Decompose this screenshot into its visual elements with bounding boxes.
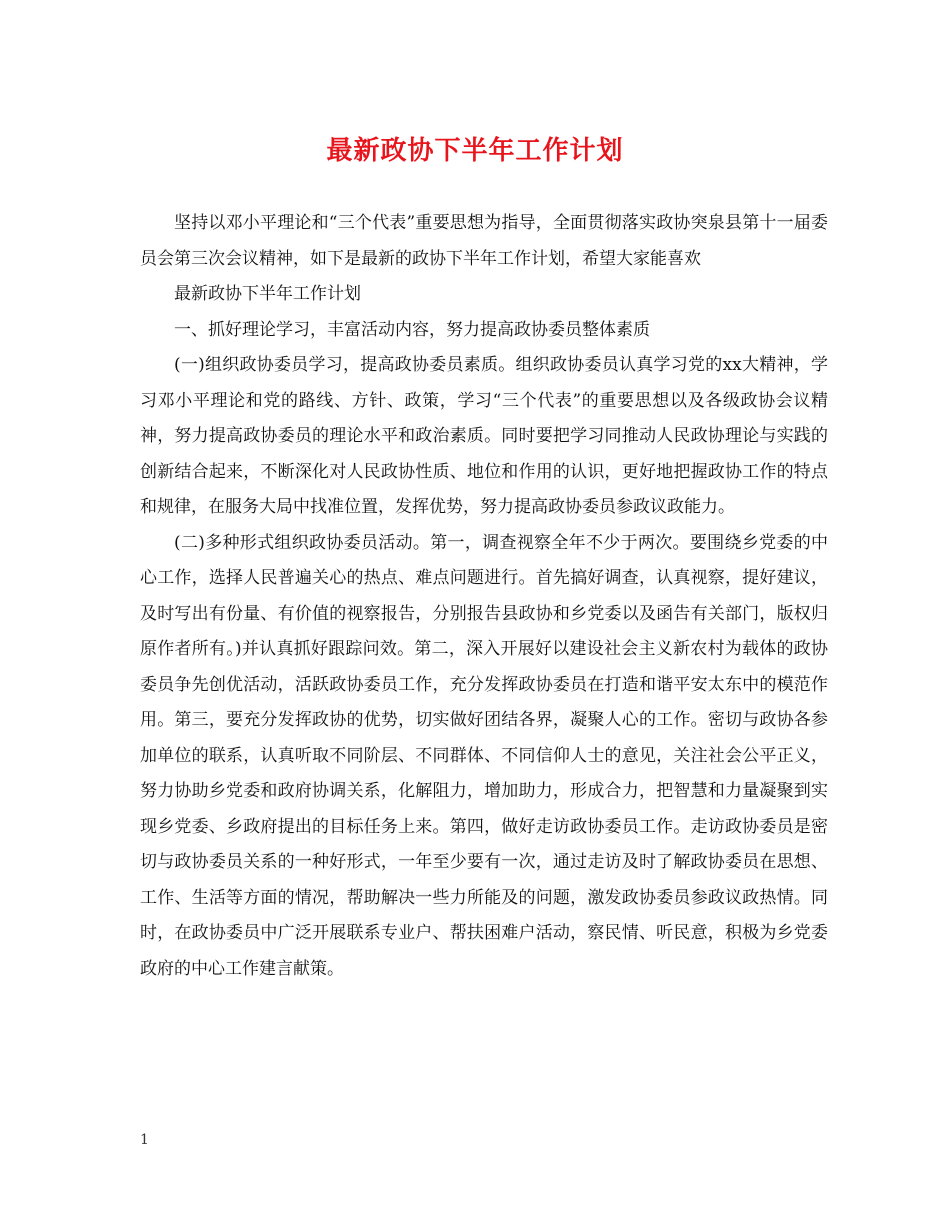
document-body: [140, 206, 828, 987]
page-number: 1: [140, 1132, 149, 1148]
document-title: 最新政协下半年工作计划: [326, 136, 624, 166]
intro-paragraph: 坚持以邓小平理论和“三个代表”重要思想为指导，全面贯彻落实政协突泉县第十一届委员会第三次会议精神，如下是最新的政协下半年工作计划，希望大家能喜欢: [140, 213, 828, 269]
subtitle-paragraph: 最新政协下半年工作计划: [174, 284, 361, 304]
section-heading: 一、抓好理论学习，丰富活动内容，努力提高政协委员整体素质: [174, 319, 650, 340]
body-paragraph-2: (二)多种形式组织政协委员活动。第一，调查视察全年不少于两次。要围绕乡党委的中心工作，选择人民普遍关心的热点、难点问题进行。首先搞好调查，认真视察，提好建议，及时写出有份量、有价值的视察报告，分别报告县政协和乡党委以及函告有关部门，版权归原作者所有。)并认真抓好跟踪问效。第二，深入开展好以建设社会主义新农村为载体的政协委员争先创优活动，活跃政协委员工作，充分发挥政协委员在打造和谐平安太东中的模范作用。第三，要充分发挥政协的优势，切实做好团结各界，凝聚人心的工作。密切与政协各参加单位的联系，认真听取不同阶层、不同群体、不同信仰人士的意见，关注社会公平正义，努力协助乡党委和政府协调关系，化解阻力，增加助力，形成合力，把智慧和力量凝聚到实现乡党委、乡政府提出的目标任务上来。第四，做好走访政协委员工作。走访政协委员是密切与政协委员关系的一种好形式，一年至少要有一次，通过走访及时了解政协委员在思想、工作、生活等方面的情况，帮助解决一些力所能及的问题，激发政协委员参政议政热情。同时，在政协委员中广泛开展联系专业户、帮扶困难户活动，察民情、听民意，积极为乡党委政府的中心工作建言献策。: [140, 532, 828, 979]
body-paragraph-1: (一)组织政协委员学习，提高政协委员素质。组织政协委员认真学习党的xx大精神，学习邓小平理论和党的路线、方针、政策，学习“三个代表”的重要思想以及各级政协会议精神，努力提高政协委员的理论水平和政治素质。同时要把学习同推动人民政协理论与实践的创新结合起来，不断深化对人民政协性质、地位和作用的认识，更好地把握政协工作的特点和规律，在服务大局中找准位置，发挥优势，努力提高政协委员参政议政能力。: [140, 355, 828, 517]
